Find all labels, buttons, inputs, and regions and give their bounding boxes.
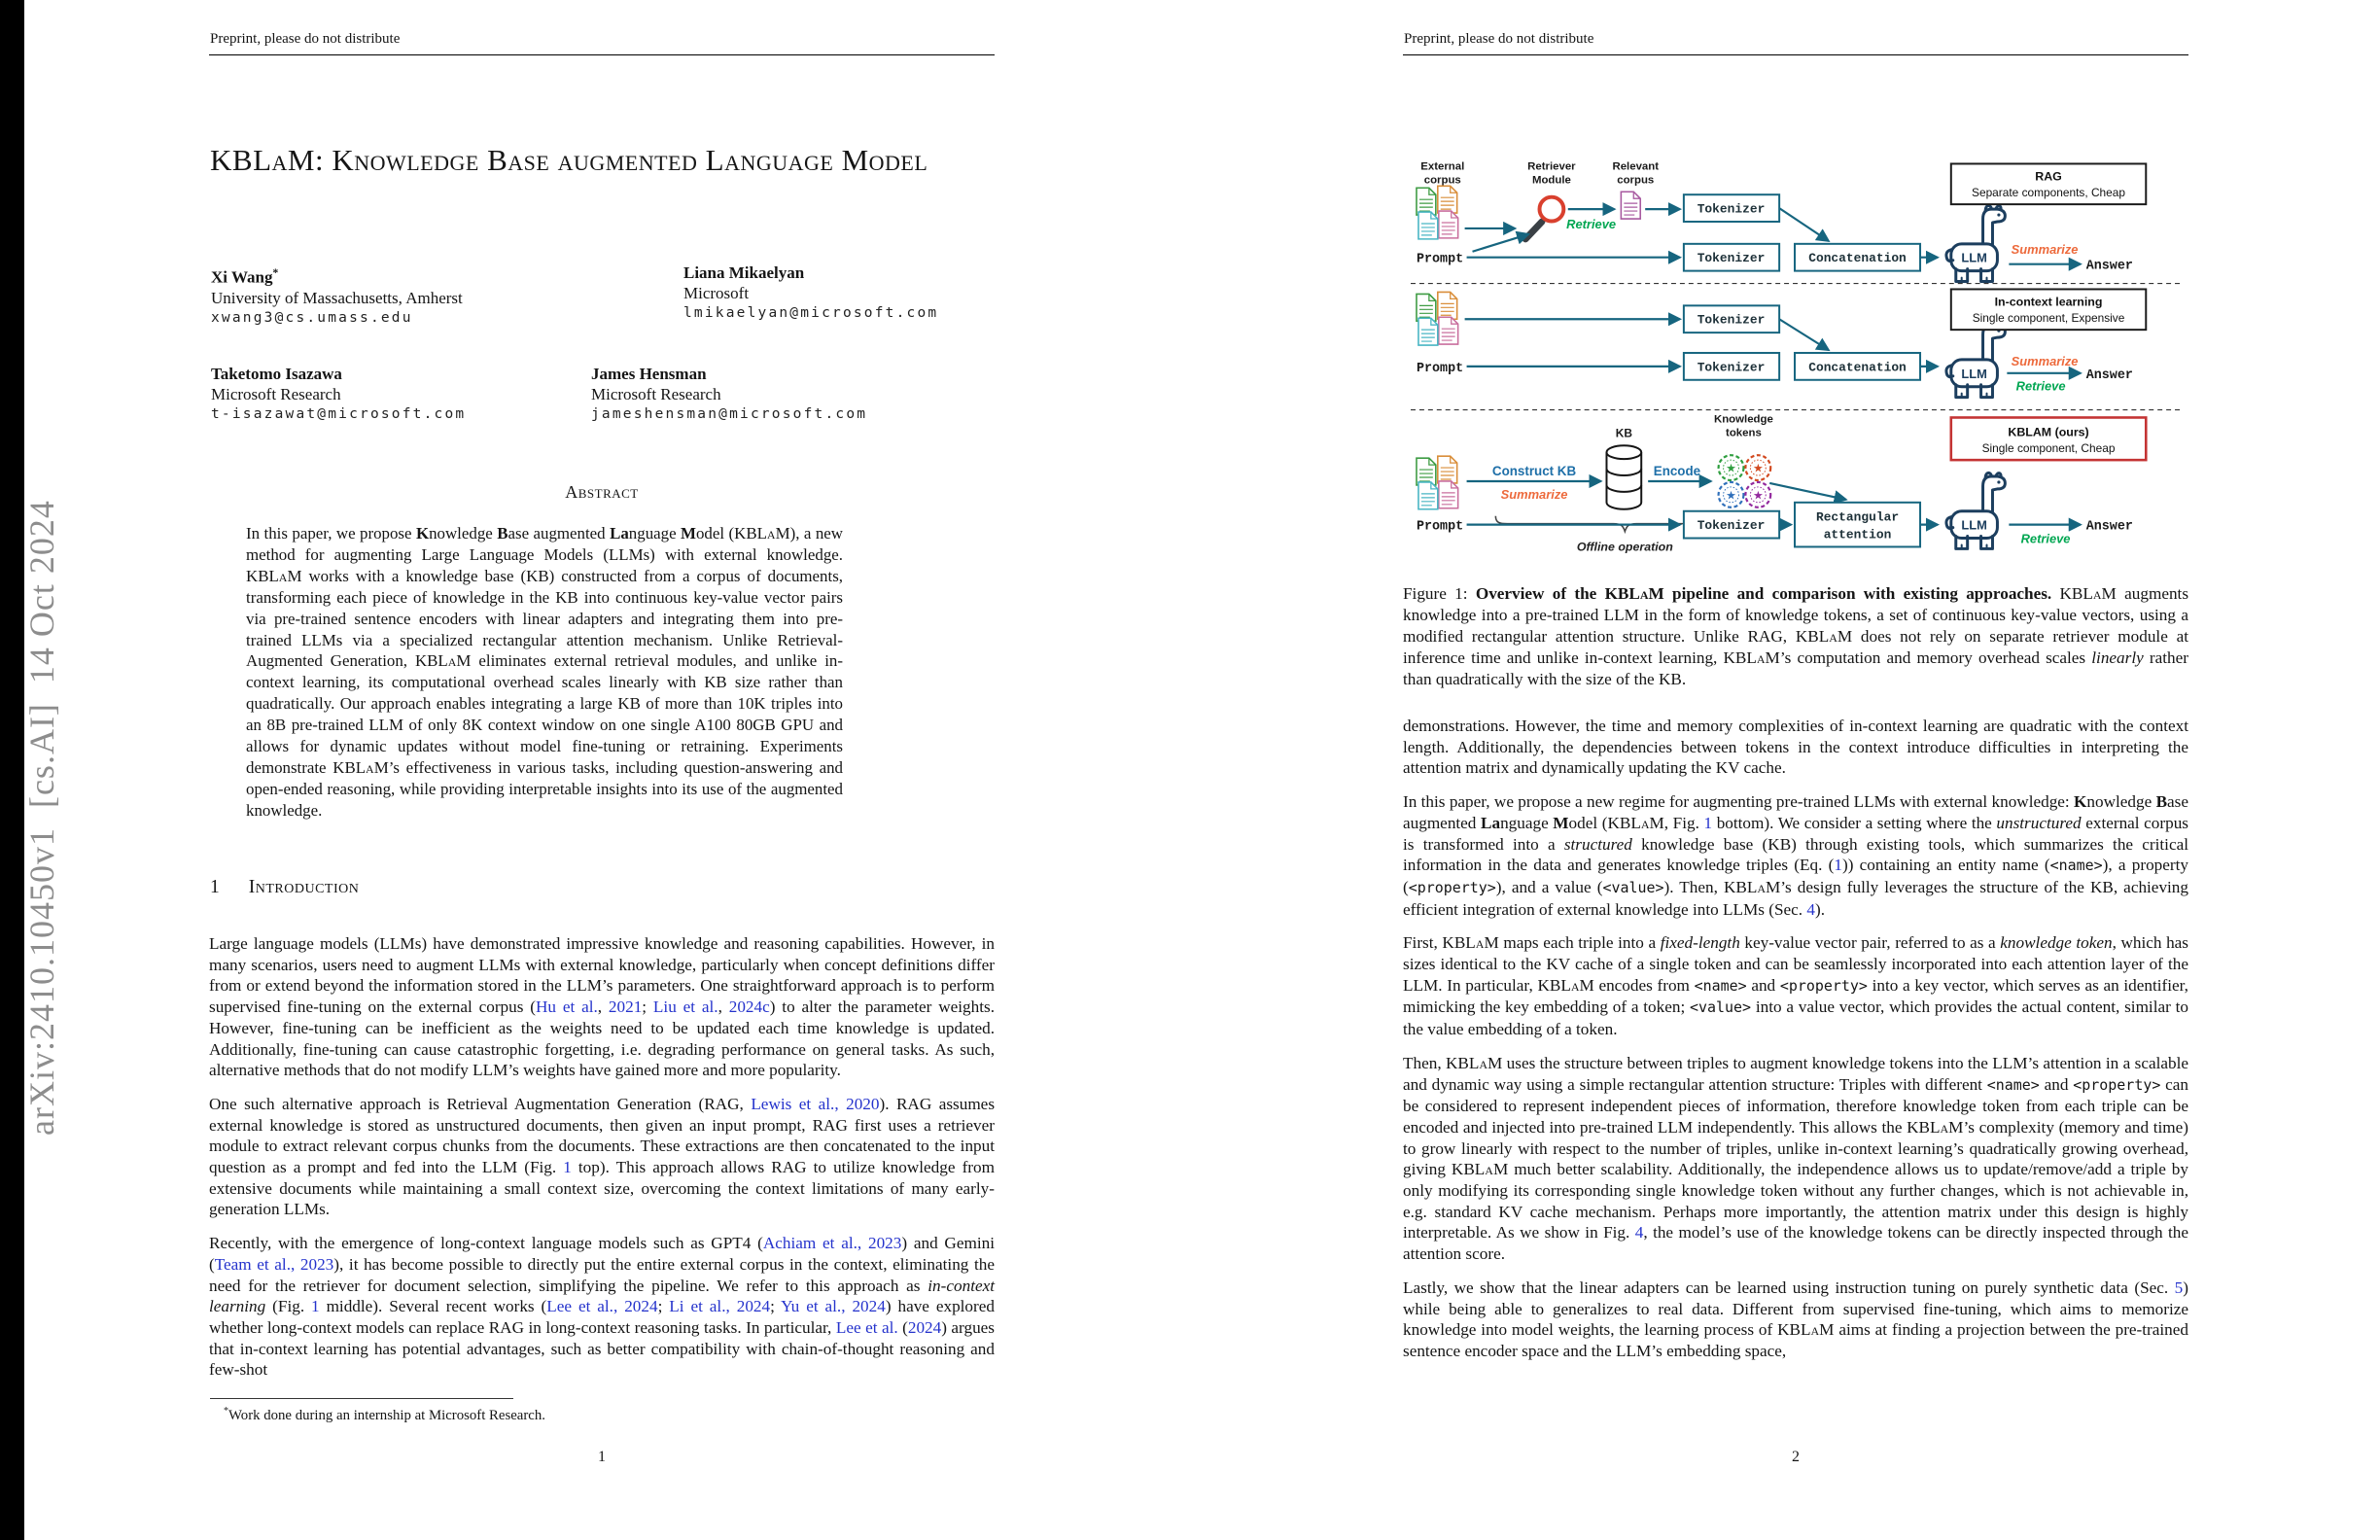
star-token-icon: ★ xyxy=(1726,461,1736,475)
paper-title: KBLaM: Knowledge Base augmented Language Model xyxy=(210,143,928,177)
star-token-icon: ★ xyxy=(1726,488,1736,503)
retrieve-label: Retrieve xyxy=(2020,531,2071,546)
citation-link[interactable]: Yu et al., 2024 xyxy=(781,1297,886,1316)
author-name: Liana Mikaelyan xyxy=(683,263,805,282)
section-1-heading xyxy=(210,877,359,898)
page2-header-note: Preprint, please do not distribute xyxy=(1404,31,1594,47)
svg-text:corpus: corpus xyxy=(1617,174,1655,187)
retrieve-label: Retrieve xyxy=(2015,378,2066,394)
retrieve-label: Retrieve xyxy=(1566,216,1617,231)
kb-label: KB xyxy=(1615,426,1632,440)
author-email[interactable]: t-isazawat@microsoft.com xyxy=(211,406,467,422)
author-block-xi-wang xyxy=(211,262,463,329)
llm-llama-icon xyxy=(1946,322,2005,398)
author-email[interactable]: lmikaelyan@microsoft.com xyxy=(683,305,939,321)
author-email[interactable]: jameshensman@microsoft.com xyxy=(591,406,868,422)
abstract-heading: Abstract xyxy=(565,482,639,502)
answer-label: Answer xyxy=(2085,519,2133,535)
citation-link[interactable]: Lewis et al., 2020 xyxy=(751,1094,880,1113)
offline-operation-label: Offline operation xyxy=(1576,540,1673,554)
author-email[interactable]: xwang3@cs.umass.edu xyxy=(211,309,413,326)
author-affiliation: Microsoft Research xyxy=(591,385,721,403)
svg-text:Separate components, Cheap: Separate components, Cheap xyxy=(1972,186,2126,200)
citation-link[interactable]: 1 xyxy=(1834,856,1842,875)
author-block-liana-mikaelyan xyxy=(683,262,938,324)
paragraph: One such alternative approach is Retrieval Augmentation Generation (RAG, Lewis et al., 2020). RAG assumes external knowledge is stored as unstructured documents, then given an input prompt, RAG first uses a retriever module to extract relevant corpus chunks from the documents. These extractions are then concatenated to the input question as a prompt and fed into the LLM (Fig. 1 top). This approach allows RAG to utilize knowledge from extensive documents while maintaining a small context size, overcoming the context limitations of many early-generation LLMs. xyxy=(209,1094,996,1219)
answer-label: Answer xyxy=(2085,259,2133,274)
footnote: *Work done during an internship at Microsoft Research. xyxy=(224,1406,545,1423)
answer-label: Answer xyxy=(2085,368,2133,383)
citation-link[interactable]: Hu et al. xyxy=(535,998,598,1017)
author-block-james-hensman xyxy=(591,364,867,425)
paragraph: Lastly, we show that the linear adapters can be learned using instruction tuning on purely synthetic data (Sec. 5) while being able to generalizes to real data. Different from supervised fine-tuning, which aims to memorize knowledge into model weights, the learning process of KBLaM aims at finding a projection between the pre-trained sentence encoder space and the LLM’s embedding space, xyxy=(1403,1278,2188,1360)
summarize-label: Summarize xyxy=(2011,353,2079,368)
svg-text:Tokenizer: Tokenizer xyxy=(1697,518,1766,534)
author-name: James Hensman xyxy=(591,365,707,383)
prompt-label: Prompt xyxy=(1416,519,1464,535)
section-title: Introduction xyxy=(248,877,360,897)
corpus-icon xyxy=(1417,456,1458,509)
page2-body-text xyxy=(1403,716,2188,1375)
author-affiliation: Microsoft xyxy=(683,284,750,302)
paragraph: demonstrations. However, the time and memory complexities of in-context learning are quadratic with the context length. Additionally, the dependencies between tokens in the context introduce difficulties in interpreting the attention matrix and dynamically updating the KV cache. xyxy=(1403,717,2188,778)
svg-text:Tokenizer: Tokenizer xyxy=(1697,201,1766,217)
figure-1-caption: Figure 1: Overview of the KBLaM pipeline and comparison with existing approaches. KBLaM augments knowledge into a pre-trained LLM in the form of knowledge tokens, a set of continuous key-value vectors, using a modified rectangular attention structure. Unlike RAG, KBLaM does not rely on separate retriever module at inference time and unlike in-context learning, KBLaM’s computation and memory overhead scales linearly rather than quadratically with the size of the KB. xyxy=(1403,584,2189,688)
svg-text:LLM: LLM xyxy=(1961,250,1987,265)
paragraph: Recently, with the emergence of long-context language models such as GPT4 (Achiam et al., 2023) and Gemini (Team et al., 2023), it has become possible to directly put the entire external corpus in the context, eliminating the need for the retriever for document selection, simplifying the pipeline. We refer to this approach as in-context learning (Fig. 1 middle). Several recent works (Lee et al., 2024; Li et al., 2024; Yu et al., 2024) have explored whether long-context models can replace RAG in long-context reasoning tasks. In particular, Lee et al. (2024) argues that in-context learning has potential advantages, such as better compatibility with chain-of-thought reasoning and few-shot xyxy=(209,1234,995,1380)
svg-text:LLM: LLM xyxy=(1961,366,1987,381)
external-corpus-label: External xyxy=(1420,160,1465,173)
summarize-label: Summarize xyxy=(1500,486,1568,502)
knowledge-tokens-icon xyxy=(1719,455,1771,508)
svg-text:Tokenizer: Tokenizer xyxy=(1697,251,1766,266)
author-name: Taketomo Isazawa xyxy=(211,365,342,383)
citation-link[interactable]: 1 xyxy=(311,1297,320,1316)
svg-text:attention: attention xyxy=(1823,527,1892,542)
svg-text:Single component, Cheap: Single component, Cheap xyxy=(1981,441,2116,456)
retriever-magnifier-icon xyxy=(1525,197,1563,239)
arxiv-watermark: arXiv:2410.10450v1 [cs.AI] 14 Oct 2024 xyxy=(22,500,61,1136)
star-token-icon: ★ xyxy=(1752,461,1764,475)
citation-link[interactable]: 4 xyxy=(1634,1223,1644,1242)
paragraph: Large language models (LLMs) have demonstrated impressive knowledge and reasoning capabilities. However, in many scenarios, users need to augment LLMs with external knowledge, particularly when concept definitions differ from or extend beyond the information stored in the LLM’s parameters. One straightforward approach is to perform supervised fine-tuning on the external corpus (Hu et al., 2021; Liu et al., 2024c) to alter the parameter weights. However, fine-tuning can be inefficient as the weights need to be updated each time knowledge is updated. Additionally, fine-tuning can cause catastrophic forgetting, i.e. degrading performance on general tasks. As such, alternative methods that do not modify LLM’s weights have gained more and more popularity. xyxy=(209,934,996,1080)
citation-link[interactable]: 2024 xyxy=(907,1317,942,1337)
abstract-text: In this paper, we propose Knowledge Base augmented Language Model (KBLaM), a new method for augmenting Large Language Models (LLMs) with external knowledge. KBLaM works with a knowledge base (KB) constructed from a corpus of documents, transforming each piece of knowledge in the KB into continuous key-value vector pairs via pre-trained sentence encoders with linear adapters and integrating them into pre-trained LLMs via a specialized rectangular attention mechanism. Unlike Retrieval-Augmented Generation, KBLaM eliminates external retrieval modules, and unlike in-context learning, its computational overhead scales linearly with KB size rather than quadratically. Our approach enables integrating a large KB of more than 10K triples into an 8B pre-trained LLM of only 8K context window on one single A100 80GB GPU and allows for dynamic updates without model fine-tuning or retraining. Experiments demonstrate KBLaM’s effectiveness in various tasks, including question-answering and open-ended reasoning, while providing interpretable insights into its use of the augmented knowledge. xyxy=(246,524,843,820)
knowledge-tokens-label: Knowledge xyxy=(1713,413,1773,426)
citation-link[interactable]: 2021 xyxy=(608,998,643,1017)
author-affiliation: Microsoft Research xyxy=(211,385,341,403)
citation-link[interactable]: 1 xyxy=(1703,813,1713,832)
citation-link[interactable]: Achiam et al., 2023 xyxy=(762,1234,902,1253)
introduction-text xyxy=(209,933,995,1393)
svg-text:Single component, Expensive: Single component, Expensive xyxy=(1972,311,2125,326)
relevant-corpus-icon xyxy=(1621,192,1640,219)
citation-link[interactable]: Li et al., 2024 xyxy=(669,1297,771,1316)
corpus-icon xyxy=(1417,292,1458,345)
star-token-icon: ★ xyxy=(1752,488,1764,503)
figure-1-diagram xyxy=(1411,93,2183,570)
svg-text:Tokenizer: Tokenizer xyxy=(1697,312,1766,328)
svg-text:In-context learning: In-context learning xyxy=(1994,295,2103,309)
citation-link[interactable]: Lee et al., 2024 xyxy=(546,1297,658,1316)
footnote-rule xyxy=(210,1398,513,1399)
svg-text:RAG: RAG xyxy=(2035,169,2062,184)
citation-link[interactable]: Liu et al. xyxy=(652,998,718,1017)
citation-link[interactable]: 1 xyxy=(563,1158,572,1177)
svg-text:LLM: LLM xyxy=(1961,517,1987,533)
prompt-label: Prompt xyxy=(1416,361,1464,376)
citation-link[interactable]: 5 xyxy=(2174,1278,2184,1297)
svg-text:Tokenizer: Tokenizer xyxy=(1697,360,1766,375)
author-affiliation: University of Massachusetts, Amherst xyxy=(211,288,463,307)
svg-text:Rectangular: Rectangular xyxy=(1815,509,1900,525)
prompt-label: Prompt xyxy=(1416,252,1464,267)
svg-text:corpus: corpus xyxy=(1423,174,1461,187)
section-number: 1 xyxy=(210,877,220,897)
page1-header-note: Preprint, please do not distribute xyxy=(210,31,401,47)
paragraph: First, KBLaM maps each triple into a fixed-length key-value vector pair, referred to as a knowledge token, which has sizes identical to the KV cache of a single token and can be seamlessly incorporated into each attention layer of the LLM. In particular, KBLaM encodes from <name> and <property> into a key vector, which serves as an identifier, mimicking the key embedding of a token; <value> into a value vector, which provides the actual content, similar to the value embedding of a token. xyxy=(1403,933,2188,1039)
page1-number: 1 xyxy=(598,1449,606,1465)
page2-header-rule xyxy=(1403,54,2188,55)
retriever-module-label: Retriever xyxy=(1527,160,1576,173)
figure-1 xyxy=(1411,93,2183,575)
author-name: Xi Wang* xyxy=(211,266,279,287)
svg-text:Concatenation: Concatenation xyxy=(1808,360,1907,375)
paragraph: In this paper, we propose a new regime for augmenting pre-trained LLMs with external knowledge: Knowledge Base augmented Language Model (KBLaM, Fig. 1 bottom). We consider a setting where the unstructured external corpus is transformed into a structured knowledge base (KB) through existing tools, which summarizes the critical information in the data and generates knowledge triples (Eq. (1)) containing an entity name (<name>), a property (<property>), and a value (<value>). Then, KBLaM’s design fully leverages the structure of the KB, achieving efficient integration of external knowledge into LLMs (Sec. 4). xyxy=(1403,792,2188,919)
relevant-corpus-label: Relevant xyxy=(1612,160,1660,173)
page2-number: 2 xyxy=(1792,1449,1800,1465)
external-corpus-icon xyxy=(1417,186,1458,239)
svg-text:KBLAM (ours): KBLAM (ours) xyxy=(2008,425,2089,439)
citation-link[interactable]: Lee et al. xyxy=(835,1317,898,1337)
encode-label: Encode xyxy=(1653,464,1701,479)
llm-llama-icon xyxy=(1946,206,2005,282)
svg-text:tokens: tokens xyxy=(1726,427,1762,439)
svg-text:Concatenation: Concatenation xyxy=(1808,251,1907,266)
citation-link[interactable]: 2024c xyxy=(728,998,770,1017)
kb-database-icon xyxy=(1606,445,1641,509)
citation-link[interactable]: Team et al., 2023 xyxy=(214,1254,334,1274)
citation-link[interactable]: 4 xyxy=(1806,899,1815,919)
paragraph: Then, KBLaM uses the structure between triples to augment knowledge tokens into the LLM’s attention in a scalable and dynamic way using a simple rectangular attention structure: Triples with different <name> and <property> can be considered to represent independent pieces of information, therefore knowledge token from each triple can be encoded and injected into pre-trained LLM independently. This allows the KBLaM’s complexity (memory and time) to grow linearly with respect to the number of triples, unlike in-context learning’s quadratically growing overhead, giving KBLaM much better scalability. Additionally, the independence allows us to update/remove/add a triple by only modifying its corresponding single knowledge token without any further changes, which is not achievable in, e.g. standard KV cache mechanism. Perhaps more importantly, the attention matrix under this design is highly interpretable. As we show in Fig. 4, the model’s use of the knowledge tokens can be directly inspected through the attention score. xyxy=(1403,1053,2189,1264)
page1-header-rule xyxy=(209,54,995,55)
llm-llama-icon xyxy=(1946,472,2005,548)
svg-text:Module: Module xyxy=(1531,174,1571,187)
construct-kb-label: Construct KB xyxy=(1491,464,1577,479)
author-block-taketomo-isazawa xyxy=(211,364,466,425)
summarize-label: Summarize xyxy=(2011,241,2079,257)
